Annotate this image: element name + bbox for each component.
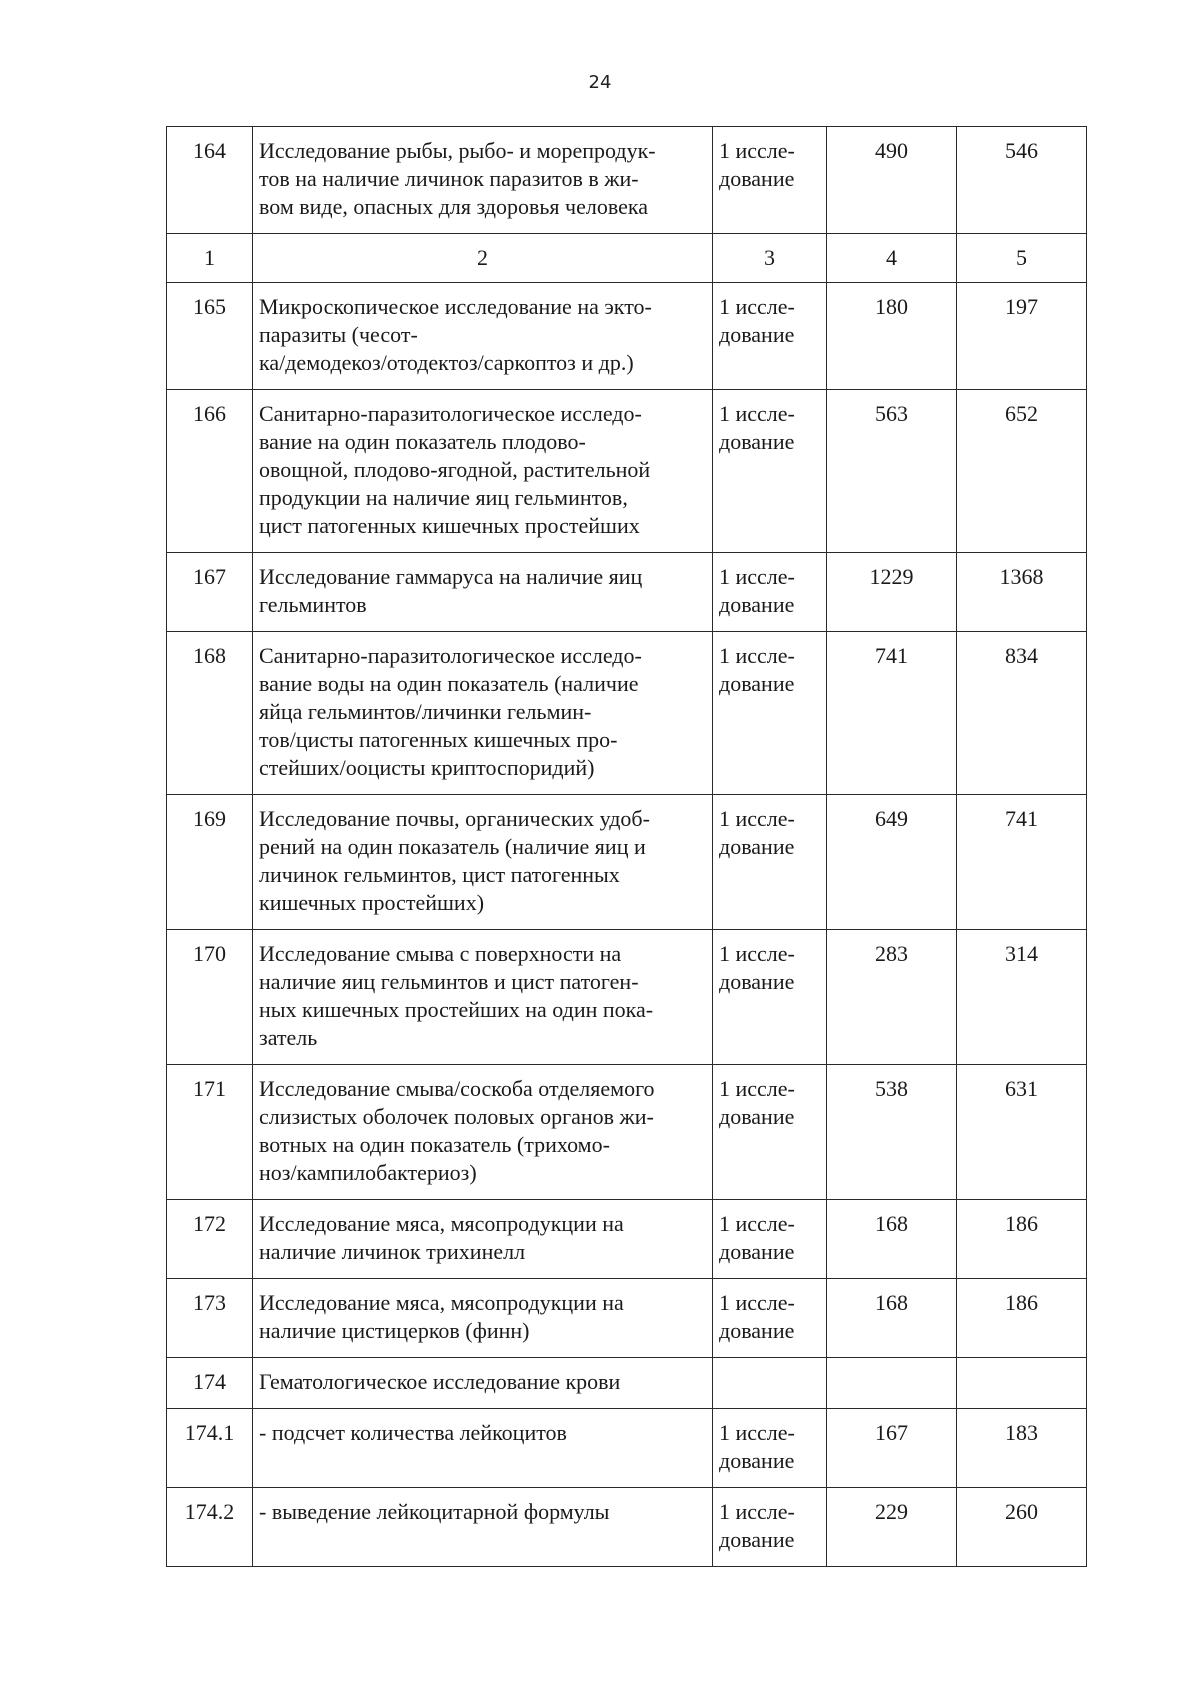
price-column-5: 834 (957, 632, 1087, 795)
price-column-5: 186 (957, 1200, 1087, 1279)
table-row (167, 553, 1087, 632)
column-number-5: 5 (957, 234, 1087, 283)
unit-of-measure: 1 иссле- дование (713, 930, 827, 1065)
service-name: - выведение лейкоцитарной формулы (253, 1488, 713, 1567)
price-column-5: 197 (957, 283, 1087, 390)
row-number: 174.1 (167, 1409, 253, 1488)
price-column-5 (957, 1358, 1087, 1409)
column-number-3: 3 (713, 234, 827, 283)
row-number: 170 (167, 930, 253, 1065)
table-row (167, 283, 1087, 390)
price-column-5: 546 (957, 127, 1087, 234)
row-number: 169 (167, 795, 253, 930)
price-column-4: 490 (827, 127, 957, 234)
service-name: Исследование почвы, органических удоб- рений на один показатель (наличие яиц и личинок гельминтов, цист патогенных кишечных простейших) (253, 795, 713, 930)
service-name: - подсчет количества лейкоцитов (253, 1409, 713, 1488)
service-name: Исследование гаммаруса на наличие яиц гельминтов (253, 553, 713, 632)
price-table (166, 126, 1087, 1567)
price-column-4: 649 (827, 795, 957, 930)
service-name: Исследование рыбы, рыбо- и морепродук- тов на наличие личинок паразитов в жи- вом виде, опасных для здоровья человека (253, 127, 713, 234)
table-row (167, 1200, 1087, 1279)
row-number: 171 (167, 1065, 253, 1200)
service-name: Гематологическое исследование крови (253, 1358, 713, 1409)
unit-of-measure: 1 иссле- дование (713, 1065, 827, 1200)
service-name: Санитарно-паразитологическое исследо- вание на один показатель плодово- овощной, плодово-ягодной, растительной продукции на наличие яиц гельминтов, цист патогенных кишечных простейших (253, 390, 713, 553)
price-column-5: 652 (957, 390, 1087, 553)
row-number: 172 (167, 1200, 253, 1279)
table-row (167, 1065, 1087, 1200)
price-column-4: 229 (827, 1488, 957, 1567)
price-column-5: 741 (957, 795, 1087, 930)
unit-of-measure: 1 иссле- дование (713, 553, 827, 632)
unit-of-measure: 1 иссле- дование (713, 1200, 827, 1279)
row-number: 173 (167, 1279, 253, 1358)
price-column-4: 180 (827, 283, 957, 390)
row-number: 167 (167, 553, 253, 632)
service-name: Исследование смыва/соскоба отделяемого слизистых оболочек половых органов жи- вотных на один показатель (трихомо- ноз/кампилобактериоз) (253, 1065, 713, 1200)
unit-of-measure: 1 иссле- дование (713, 1488, 827, 1567)
service-name: Исследование мяса, мясопродукции на наличие цистицерков (финн) (253, 1279, 713, 1358)
table-row (167, 1279, 1087, 1358)
page-number: 24 (588, 72, 612, 93)
price-column-4: 168 (827, 1279, 957, 1358)
table-row (167, 795, 1087, 930)
price-column-5: 631 (957, 1065, 1087, 1200)
table-row (167, 390, 1087, 553)
column-number-2: 2 (253, 234, 713, 283)
unit-of-measure: 1 иссле- дование (713, 1409, 827, 1488)
table-row (167, 632, 1087, 795)
price-column-5: 186 (957, 1279, 1087, 1358)
table-row (167, 127, 1087, 234)
column-number-1: 1 (167, 234, 253, 283)
row-number: 174.2 (167, 1488, 253, 1567)
column-number-row (167, 234, 1087, 283)
unit-of-measure: 1 иссле- дование (713, 390, 827, 553)
table-row (167, 930, 1087, 1065)
price-column-5: 314 (957, 930, 1087, 1065)
column-number-4: 4 (827, 234, 957, 283)
price-column-4: 167 (827, 1409, 957, 1488)
table-row (167, 1488, 1087, 1567)
price-column-4: 741 (827, 632, 957, 795)
unit-of-measure: 1 иссле- дование (713, 127, 827, 234)
unit-of-measure: 1 иссле- дование (713, 283, 827, 390)
table-row (167, 1409, 1087, 1488)
row-number: 168 (167, 632, 253, 795)
row-number: 165 (167, 283, 253, 390)
price-column-5: 1368 (957, 553, 1087, 632)
row-number: 174 (167, 1358, 253, 1409)
unit-of-measure (713, 1358, 827, 1409)
unit-of-measure: 1 иссле- дование (713, 1279, 827, 1358)
price-column-4: 283 (827, 930, 957, 1065)
price-column-4: 168 (827, 1200, 957, 1279)
price-column-5: 183 (957, 1409, 1087, 1488)
price-column-4: 563 (827, 390, 957, 553)
service-name: Микроскопическое исследование на экто- паразиты (чесот- ка/демодекоз/отодектоз/саркоптоз и др.) (253, 283, 713, 390)
unit-of-measure: 1 иссле- дование (713, 632, 827, 795)
price-column-5: 260 (957, 1488, 1087, 1567)
unit-of-measure: 1 иссле- дование (713, 795, 827, 930)
service-name: Исследование смыва с поверхности на наличие яиц гельминтов и цист патоген- ных кишечных простейших на один пока- затель (253, 930, 713, 1065)
service-name: Санитарно-паразитологическое исследо- вание воды на один показатель (наличие яйца гельминтов/личинки гельмин- тов/цисты патогенных кишечных про- стейших/ооцисты криптоспоридий) (253, 632, 713, 795)
price-column-4 (827, 1358, 957, 1409)
row-number: 164 (167, 127, 253, 234)
price-column-4: 538 (827, 1065, 957, 1200)
table-row (167, 1358, 1087, 1409)
service-name: Исследование мяса, мясопродукции на наличие личинок трихинелл (253, 1200, 713, 1279)
price-column-4: 1229 (827, 553, 957, 632)
row-number: 166 (167, 390, 253, 553)
